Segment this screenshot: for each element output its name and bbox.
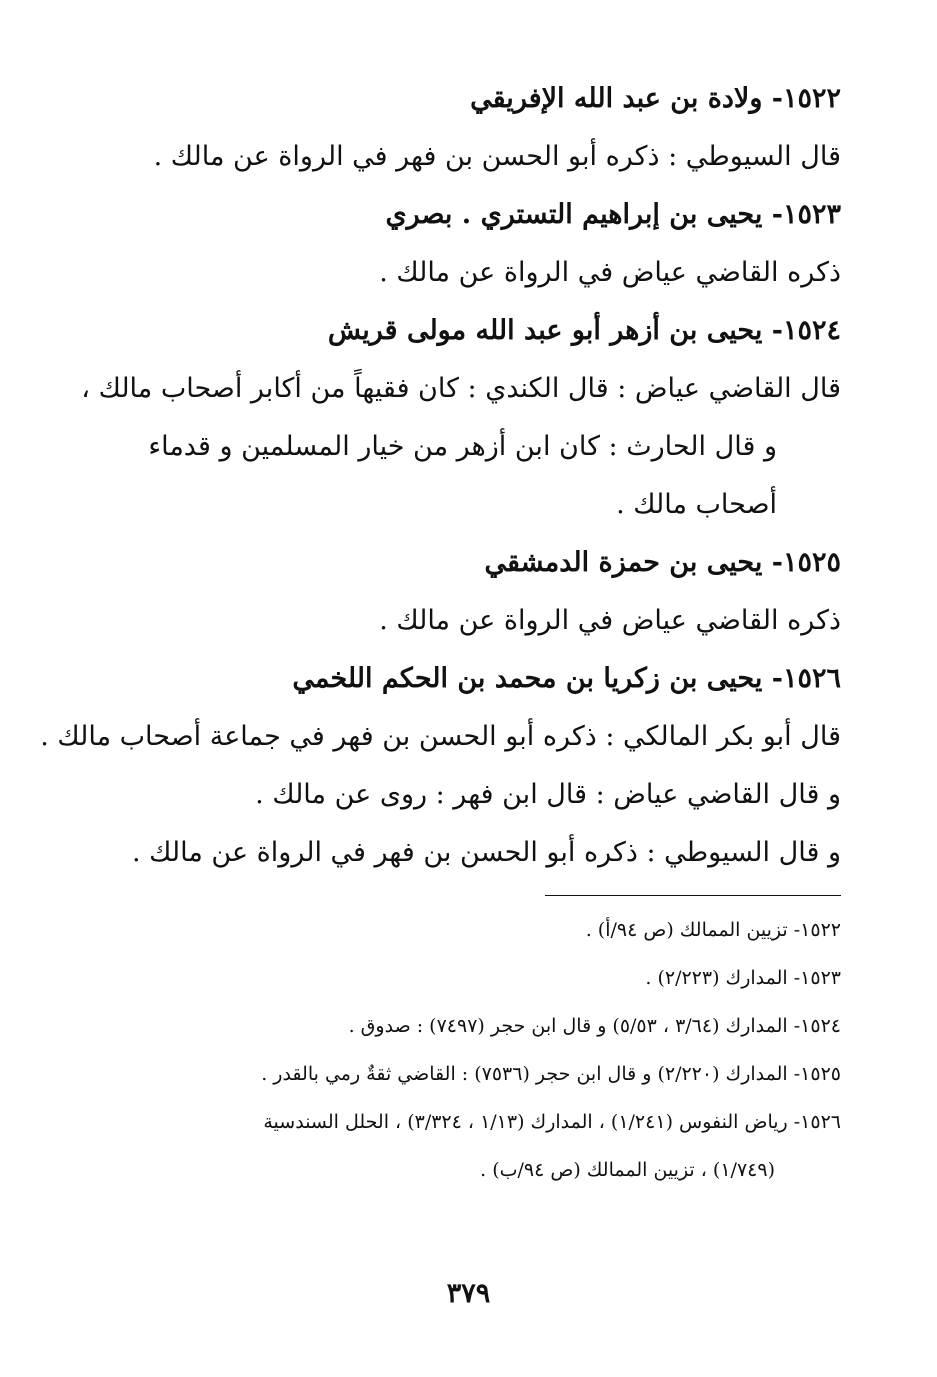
entry-body: ذكره القاضي عياض في الرواة عن مالك . <box>379 257 841 288</box>
entry-body: ذكره القاضي عياض في الرواة عن مالك . <box>379 605 841 636</box>
footnote-divider <box>545 895 841 896</box>
entry-heading-1524: ١٥٢٤- يحيى بن أزهر أبو عبد الله مولى قريش <box>327 315 841 346</box>
entry-body-indent: و قال الحارث : كان ابن أزهر من خيار المسلمين و قدماء <box>148 431 777 462</box>
entry-heading-1526: ١٥٢٦- يحيى بن زكريا بن محمد بن الحكم اللخمي <box>292 663 841 694</box>
entry-heading-1523: ١٥٢٣- يحيى بن إبراهيم التستري . بصري <box>385 199 841 230</box>
page-number: ٣٧٩ <box>446 1278 491 1309</box>
entry-heading-1525: ١٥٢٥- يحيى بن حمزة الدمشقي <box>484 547 841 578</box>
footnote-1523: ١٥٢٣- المدارك (٢/٢٢٣) . <box>645 967 841 989</box>
entry-heading-1522: ١٥٢٢- ولادة بن عبد الله الإفريقي <box>470 83 841 114</box>
entry-body: قال القاضي عياض : قال الكندي : كان فقيهاً من أكابر أصحاب مالك ، <box>81 373 841 404</box>
footnote-1526: ١٥٢٦- رياض النفوس (١/٢٤١) ، المدارك (١/١٣ ، ٣/٣٢٤) ، الحلل السندسية <box>263 1111 841 1133</box>
footnotes <box>91 906 841 1194</box>
footnote-1525: ١٥٢٥- المدارك (٢/٢٢٠) و قال ابن حجر (٧٥٣٦) : القاضي ثقةٌ رمي بالقدر . <box>261 1063 841 1085</box>
entry-body: و قال القاضي عياض : قال ابن فهر : روى عن مالك . <box>255 779 841 810</box>
entry-body: قال السيوطي : ذكره أبو الحسن بن فهر في الرواة عن مالك . <box>153 141 841 172</box>
entry-body: و قال السيوطي : ذكره أبو الحسن بن فهر في الرواة عن مالك . <box>131 837 841 868</box>
entry-body: قال أبو بكر المالكي : ذكره أبو الحسن بن فهر في جماعة أصحاب مالك . <box>40 721 841 752</box>
footnote-1526-continued: (١/٧٤٩) ، تزيين الممالك (ص ٩٤/ب) . <box>480 1159 775 1181</box>
footnote-1524: ١٥٢٤- المدارك (٣/٦٤ ، ٥/٥٣) و قال ابن حجر (٧٤٩٧) : صدوق . <box>348 1015 841 1037</box>
main-text <box>40 70 841 882</box>
entry-body-indent: أصحاب مالك . <box>616 489 777 520</box>
footnote-1522: ١٥٢٢- تزيين الممالك (ص ٩٤/أ) . <box>585 919 841 941</box>
